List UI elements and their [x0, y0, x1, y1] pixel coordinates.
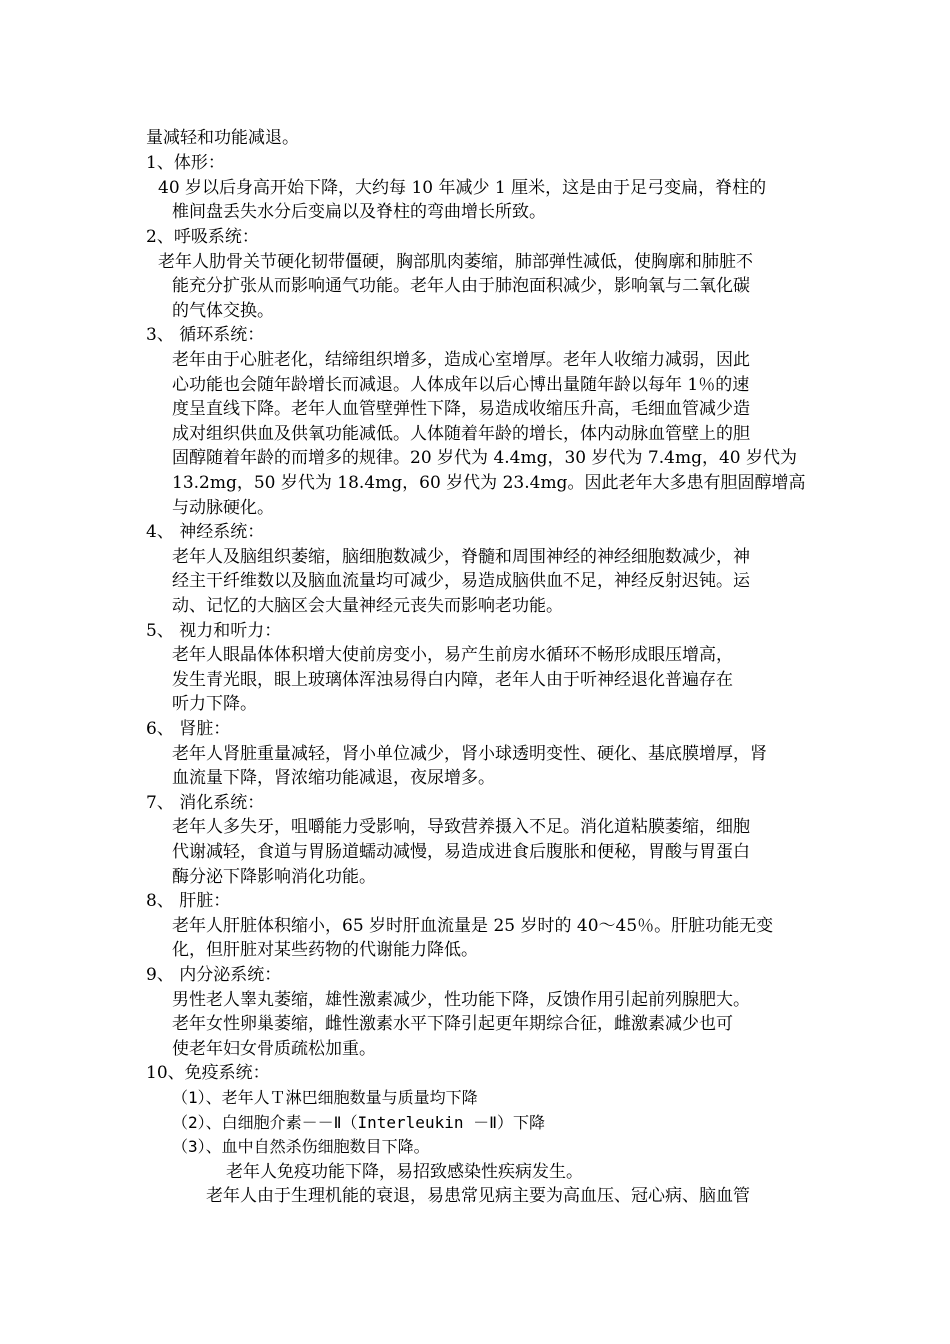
text-line: 椎间盘丢失水分后变扁以及脊柱的弯曲增长所致。: [172, 202, 546, 222]
text-line: 老年人及脑组织萎缩，脑细胞数减少，脊髓和周围神经的神经细胞数减少，神: [172, 547, 750, 567]
section-heading: 2、呼吸系统：: [146, 227, 259, 247]
text-line: 老年由于心脏老化，结缔组织增多，造成心室增厚。老年人收缩力减弱，因此: [172, 350, 750, 370]
text-line: 固醇随着年龄的而增多的规律。20 岁代为 4.4mg，30 岁代为 7.4mg，40 岁代为: [172, 448, 797, 468]
section-heading: 10、免疫系统：: [146, 1063, 270, 1083]
text-line: 酶分泌下降影响消化功能。: [172, 867, 376, 887]
text-line: 听力下降。: [172, 694, 257, 714]
section-heading: 7、 消化系统：: [146, 793, 265, 813]
text-line: 老年人免疫功能下降，易招致感染性疾病发生。: [226, 1162, 583, 1182]
list-item: （1）、老年人Ｔ淋巴细胞数量与质量均下降: [172, 1088, 478, 1107]
section-heading: 5、 视力和听力：: [146, 621, 282, 641]
text-line: 量减轻和功能减退。: [146, 128, 299, 148]
text-line: 成对组织供血及供氧功能减低。人体随着年龄的增长，体内动脉血管壁上的胆: [172, 424, 750, 444]
text-line: 40 岁以后身高开始下降，大约每 10 年减少 1 厘米，这是由于足弓变扁，脊柱的: [158, 178, 767, 198]
section-heading: 8、 肝脏：: [146, 891, 231, 911]
text-line: 化，但肝脏对某些药物的代谢能力降低。: [172, 940, 478, 960]
section-heading: 6、 肾脏：: [146, 719, 231, 739]
text-line: 老年人多失牙，咀嚼能力受影响，导致营养摄入不足。消化道粘膜萎缩，细胞: [172, 817, 750, 837]
text-line: 度呈直线下降。老年人血管壁弹性下降，易造成收缩压升高，毛细血管减少造: [172, 399, 750, 419]
list-item: （2）、白细胞介素－－Ⅱ（Interleukin －Ⅱ）下降: [172, 1113, 545, 1132]
text-line: 与动脉硬化。: [172, 498, 274, 518]
text-line: 老年人由于生理机能的衰退，易患常见病主要为高血压、冠心病、脑血管: [206, 1186, 750, 1206]
section-heading: 9、 内分泌系统：: [146, 965, 282, 985]
text-line: 男性老人睾丸萎缩，雄性激素减少，性功能下降，反馈作用引起前列腺肥大。: [172, 990, 750, 1010]
text-line: 动、记忆的大脑区会大量神经元丧失而影响老功能。: [172, 596, 563, 616]
text-line: 老年人肝脏体积缩小，65 岁时肝血流量是 25 岁时的 40～45％。肝脏功能无变: [172, 916, 774, 936]
text-line: 经主干纤维数以及脑血流量均可减少，易造成脑供血不足，神经反射迟钝。运: [172, 571, 750, 591]
list-item: （3）、血中自然杀伤细胞数目下降。: [172, 1137, 430, 1156]
text-line: 代谢减轻，食道与胃肠道蠕动减慢，易造成进食后腹胀和便秘，胃酸与胃蛋白: [172, 842, 750, 862]
text-line: 老年人肾脏重量减轻，肾小单位减少，肾小球透明变性、硬化、基底膜增厚，肾: [172, 744, 767, 764]
text-line: 心功能也会随年龄增长而减退。人体成年以后心博出量随年龄以每年 1％的速: [172, 375, 750, 395]
section-heading: 1、体形：: [146, 153, 225, 173]
text-line: 血流量下降，肾浓缩功能减退，夜尿增多。: [172, 768, 495, 788]
text-line: 的气体交换。: [172, 301, 274, 321]
text-line: 老年女性卵巢萎缩，雌性激素水平下降引起更年期综合征，雌激素减少也可: [172, 1014, 733, 1034]
text-line: 老年人肋骨关节硬化韧带僵硬，胸部肌肉萎缩，肺部弹性减低，使胸廓和肺脏不: [158, 252, 753, 272]
section-heading: 3、 循环系统：: [146, 325, 265, 345]
section-heading: 4、 神经系统：: [146, 522, 265, 542]
text-line: 能充分扩张从而影响通气功能。老年人由于肺泡面积减少，影响氧与二氧化碳: [172, 276, 750, 296]
text-line: 13.2mg，50 岁代为 18.4mg，60 岁代为 23.4mg。因此老年大多患有胆固醇增高: [172, 473, 806, 493]
text-line: 使老年妇女骨质疏松加重。: [172, 1039, 376, 1059]
text-line: 发生青光眼，眼上玻璃体浑浊易得白内障，老年人由于听神经退化普遍存在: [172, 670, 733, 690]
text-line: 老年人眼晶体体积增大使前房变小，易产生前房水循环不畅形成眼压增高，: [172, 645, 733, 665]
